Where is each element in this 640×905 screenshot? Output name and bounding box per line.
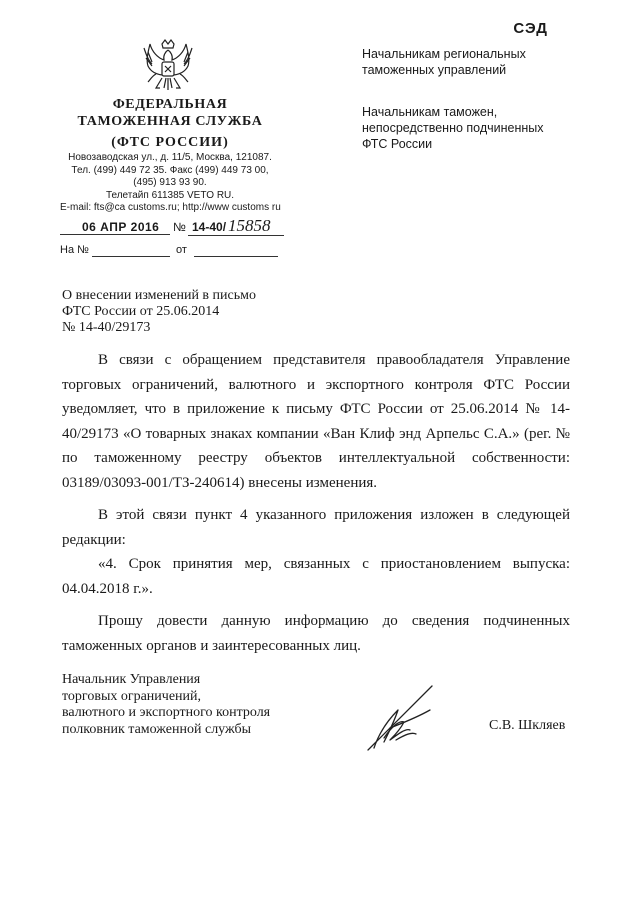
position-line: валютного и экспортного контроля — [62, 705, 271, 720]
signer-name: С.В. Шкляев — [489, 718, 566, 733]
addressee-line: Начальникам региональных — [362, 47, 526, 61]
from-label: от — [176, 244, 187, 256]
org-name-line1: ФЕДЕРАЛЬНАЯ — [112, 97, 228, 112]
position-line: полковник таможенной службы — [62, 721, 252, 737]
sed-label: СЭД — [513, 20, 548, 37]
position-line: Начальник Управления — [62, 672, 201, 687]
handwritten-signature — [360, 680, 470, 755]
handwritten-number: 15858 — [228, 216, 271, 235]
addressee-block-1 — [362, 46, 526, 78]
coat-of-arms-emblem — [140, 38, 196, 96]
addressee-line: Начальникам таможен, — [362, 105, 498, 119]
subject-line: О внесении изменений в письмо — [62, 288, 256, 303]
sender-contacts — [60, 152, 280, 215]
reference-blank — [92, 256, 170, 257]
addressee-line: ФТС России — [362, 137, 433, 151]
reference-line — [60, 244, 290, 262]
body-paragraph-3: «4. Срок принятия мер, связанных с приостановлением выпуска: 04.04.2018 г.». — [62, 556, 570, 597]
sender-organization — [60, 96, 280, 151]
contact-address: Новозаводская ул., д. 11/5, Москва, 121087. — [68, 152, 272, 163]
letter-subject — [62, 288, 256, 336]
addressee-block-2 — [362, 104, 544, 152]
org-name-line2: ТАМОЖЕННАЯ СЛУЖБА — [77, 114, 263, 129]
contact-phone-fax: Тел. (499) 449 72 35. Факс (499) 449 73 00, — [71, 164, 269, 176]
body-paragraph-1: В связи с обращением представителя правообладателя Управление торговых ограничений, валютного и экспортного контроля ФТС России уведомляет, что в приложение к письму ФТС России от 25.06.2014 № 14-40/29173 «О товарных знаках компании «Ван Клиф энд Арпельс С.А.» (рег. № по таможенному реестру объектов интеллектуальной собственности: 03189/03093-001/ТЗ-240614) внесены изменения. — [62, 352, 570, 491]
addressee-line: таможенных управлений — [362, 63, 507, 77]
contact-email-web: E-mail: fts@ca customs.ru; http://www customs ru — [60, 202, 281, 213]
reference-label: На № — [60, 244, 89, 256]
subject-line: № 14-40/29173 — [62, 320, 151, 335]
contact-teletype: Телетайп 611385 VETO RU. — [105, 189, 235, 201]
date-underline — [60, 234, 170, 235]
number-label: № — [173, 220, 186, 234]
org-abbreviation: (ФТС РОССИИ) — [111, 135, 229, 150]
registration-number: 14-40/ — [192, 220, 227, 234]
position-line: торговых ограничений, — [62, 688, 202, 704]
addressee-line: непосредственно подчиненных — [362, 121, 544, 135]
number-underline — [188, 235, 284, 236]
registration-line — [60, 216, 290, 238]
registration-date: 06 АПР 2016 — [82, 220, 160, 234]
contact-phone2: (495) 913 93 90. — [133, 177, 207, 188]
subject-line: ФТС России от 25.06.2014 — [62, 304, 220, 319]
body-paragraph-2: В этой связи пункт 4 указанного приложения изложен в следующей редакции: — [62, 507, 570, 548]
body-paragraph-4: Прошу довести данную информацию до сведения подчиненных таможенных органов и заинтересованных лиц. — [62, 613, 570, 654]
signer-position — [62, 672, 270, 738]
letter-body — [62, 348, 570, 658]
from-blank — [194, 256, 278, 257]
